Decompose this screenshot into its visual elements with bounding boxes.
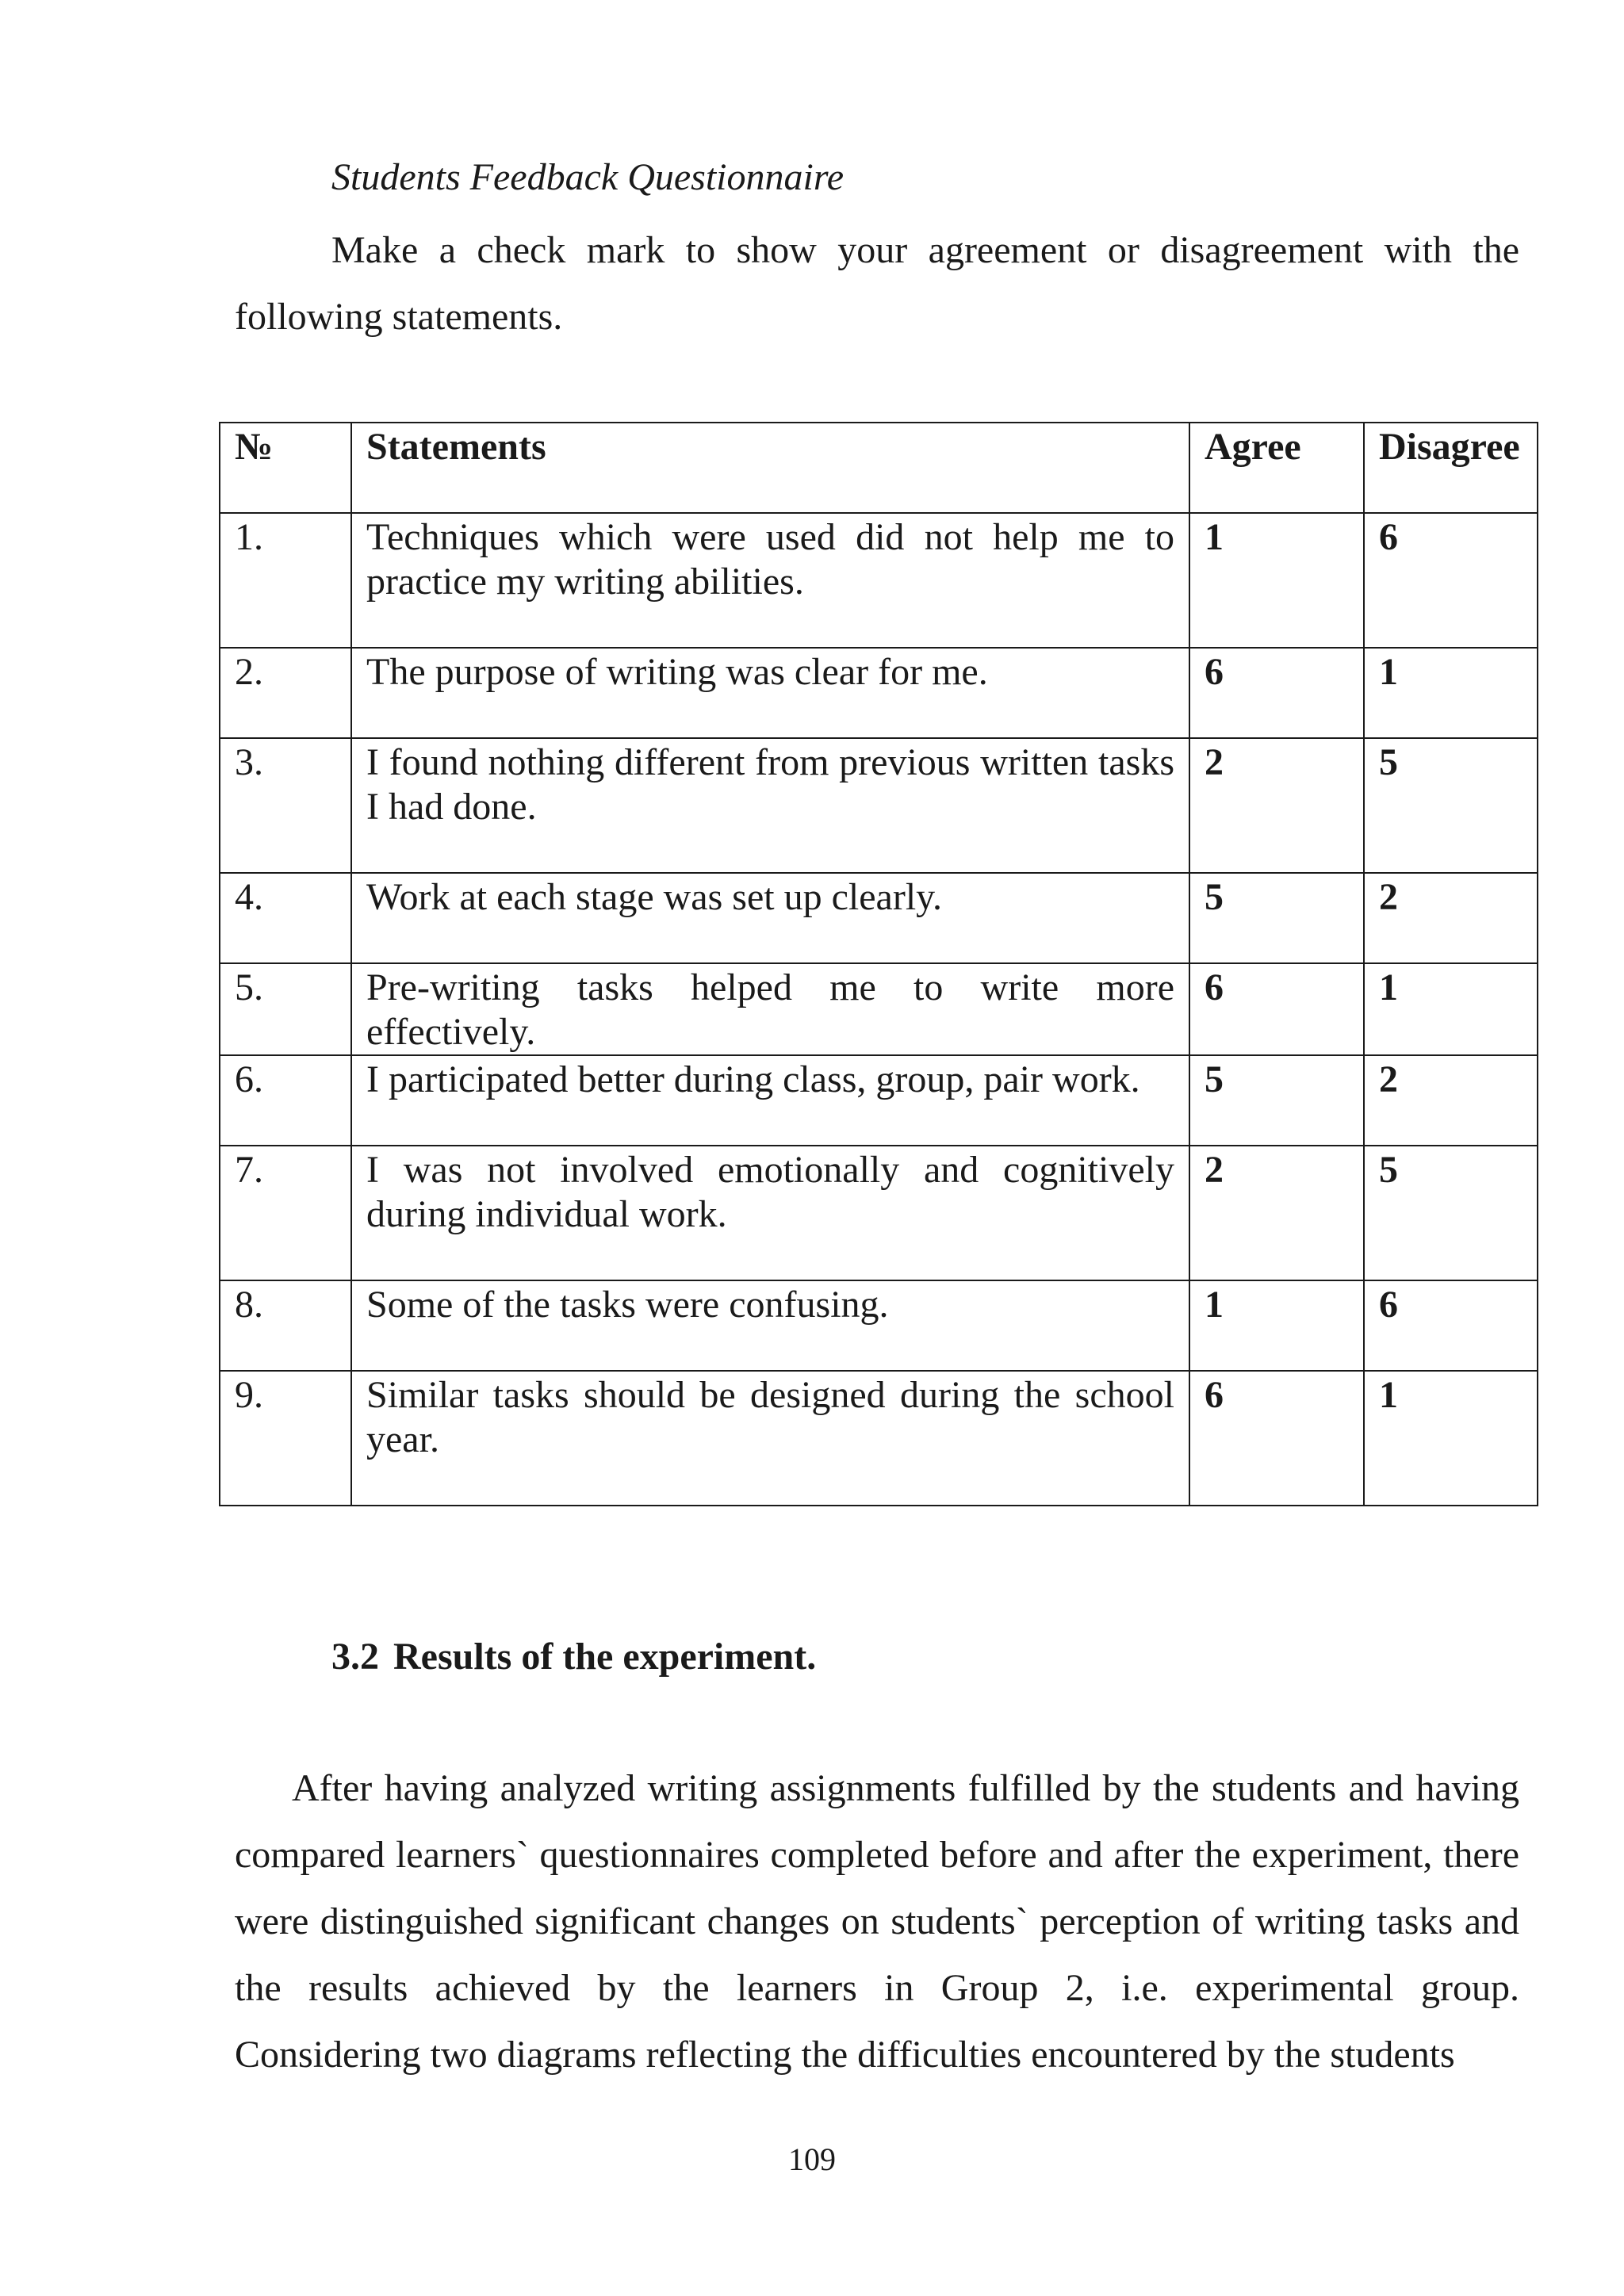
questionnaire-title: Students Feedback Questionnaire <box>331 156 845 198</box>
section-heading <box>331 1632 816 1682</box>
row-statement: Pre-writing tasks helped me to write more effectively. <box>351 963 1189 1055</box>
table-row <box>220 963 1538 1055</box>
row-statement: I participated better during class, group, pair work. <box>351 1055 1189 1146</box>
row-agree-count: 2 <box>1189 738 1364 873</box>
table-row <box>220 1146 1538 1280</box>
row-disagree-count: 1 <box>1364 648 1538 738</box>
table-row <box>220 1280 1538 1371</box>
row-statement: I was not involved emotionally and cognitively during individual work. <box>351 1146 1189 1280</box>
table-row <box>220 1371 1538 1506</box>
body-paragraph: After having analyzed writing assignments fulfilled by the students and having compared learners` questionnaires completed before and after the experiment, there were distinguished significant changes on students` perception of writing tasks and the results achieved by the learners in Group 2, i.e. experimental group. Considering two diagrams reflecting the difficulties encountered by the students <box>235 1767 1519 2076</box>
row-disagree-count: 6 <box>1364 513 1538 648</box>
header-statements: Statements <box>351 423 1189 513</box>
table-row <box>220 648 1538 738</box>
row-statement: The purpose of writing was clear for me. <box>351 648 1189 738</box>
table-row <box>220 873 1538 963</box>
row-disagree-count: 1 <box>1364 963 1538 1055</box>
row-number: 5. <box>220 963 351 1055</box>
header-disagree: Disagree <box>1364 423 1538 513</box>
row-agree-count: 1 <box>1189 513 1364 648</box>
row-number: 7. <box>220 1146 351 1280</box>
table-header-row <box>220 423 1538 513</box>
row-number: 3. <box>220 738 351 873</box>
header-number: № <box>220 423 351 513</box>
row-disagree-count: 2 <box>1364 1055 1538 1146</box>
row-agree-count: 1 <box>1189 1280 1364 1371</box>
row-disagree-count: 1 <box>1364 1371 1538 1506</box>
row-number: 2. <box>220 648 351 738</box>
row-number: 6. <box>220 1055 351 1146</box>
page-number: 109 <box>788 2141 836 2177</box>
row-number: 1. <box>220 513 351 648</box>
table-row <box>220 1055 1538 1146</box>
row-agree-count: 5 <box>1189 873 1364 963</box>
row-agree-count: 6 <box>1189 1371 1364 1506</box>
row-number: 4. <box>220 873 351 963</box>
header-agree: Agree <box>1189 423 1364 513</box>
row-statement: Techniques which were used did not help me to practice my writing abilities. <box>351 513 1189 648</box>
row-disagree-count: 6 <box>1364 1280 1538 1371</box>
row-disagree-count: 5 <box>1364 1146 1538 1280</box>
row-agree-count: 2 <box>1189 1146 1364 1280</box>
table-row <box>220 738 1538 873</box>
questionnaire-instruction: Make a check mark to show your agreement or disagreement with the following statements. <box>235 229 1519 338</box>
row-statement: I found nothing different from previous written tasks I had done. <box>351 738 1189 873</box>
row-number: 9. <box>220 1371 351 1506</box>
row-statement: Some of the tasks were confusing. <box>351 1280 1189 1371</box>
feedback-table <box>219 422 1538 1506</box>
row-statement: Similar tasks should be designed during the school year. <box>351 1371 1189 1506</box>
row-disagree-count: 5 <box>1364 738 1538 873</box>
row-agree-count: 6 <box>1189 963 1364 1055</box>
section-number: 3.2 <box>331 1636 379 1678</box>
row-agree-count: 5 <box>1189 1055 1364 1146</box>
row-number: 8. <box>220 1280 351 1371</box>
row-agree-count: 6 <box>1189 648 1364 738</box>
section-title: Results of the experiment. <box>393 1636 817 1678</box>
row-disagree-count: 2 <box>1364 873 1538 963</box>
row-statement: Work at each stage was set up clearly. <box>351 873 1189 963</box>
table-row <box>220 513 1538 648</box>
